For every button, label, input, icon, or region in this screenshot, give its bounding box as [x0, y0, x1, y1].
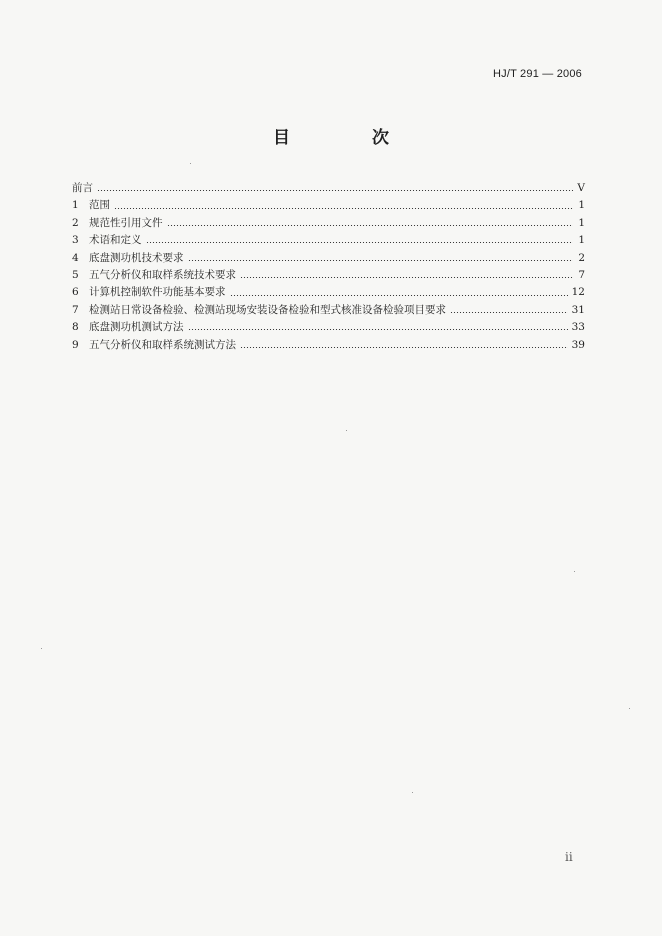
- toc-entry-5[interactable]: [72, 267, 585, 284]
- toc-entry-page: 2: [578, 251, 585, 264]
- toc-entry-label: 范围: [89, 199, 110, 212]
- toc-entry-number: 9: [72, 338, 79, 351]
- dot-leader: [188, 260, 574, 261]
- toc-entry-page: 7: [578, 268, 585, 281]
- toc-entry-page: 39: [571, 338, 585, 351]
- toc-entry-label: 规范性引用文件: [89, 216, 163, 229]
- toc-entry-2[interactable]: [72, 215, 585, 232]
- scan-speck: [41, 648, 42, 649]
- toc-entry-page: 1: [578, 199, 585, 212]
- toc-entry-page: V: [577, 182, 585, 194]
- toc-entry-9[interactable]: [72, 337, 585, 354]
- dot-leader: [240, 277, 573, 278]
- dot-leader: [450, 312, 568, 313]
- toc-entry-label: 检测站日常设备检验、检测站现场安装设备检验和型式核准设备检验项目要求: [89, 303, 446, 316]
- toc-entry-7[interactable]: [72, 302, 585, 319]
- toc-entry-number: 7: [72, 303, 79, 316]
- scan-speck: [346, 430, 347, 431]
- dot-leader: [167, 225, 574, 226]
- toc-entry-number: 1: [72, 199, 79, 212]
- toc-entry-number: 4: [72, 251, 79, 264]
- dot-leader: [240, 347, 568, 348]
- page-number: ii: [565, 850, 573, 864]
- dot-leader: [230, 295, 568, 296]
- toc-entry-label: 五气分析仪和取样系统测试方法: [89, 338, 236, 351]
- dot-leader: [97, 190, 573, 191]
- toc-entry-page: 33: [571, 321, 585, 334]
- scan-speck: [412, 792, 413, 793]
- dot-leader: [188, 329, 568, 330]
- toc-entry-3[interactable]: [72, 232, 585, 249]
- toc-entry-number: 2: [72, 216, 79, 229]
- toc-entry-number: 6: [72, 286, 79, 299]
- dot-leader: [114, 208, 573, 209]
- toc-entry-label: 五气分析仪和取样系统技术要求: [89, 268, 236, 281]
- table-of-contents: [72, 180, 585, 354]
- toc-entry-label: 前言: [72, 182, 93, 194]
- toc-entry-8[interactable]: [72, 319, 585, 336]
- dot-leader: [146, 242, 574, 243]
- standard-code: HJ/T 291 — 2006: [492, 68, 582, 80]
- toc-entry-label: 术语和定义: [89, 234, 142, 247]
- toc-entry-label: 计算机控制软件功能基本要求: [89, 286, 226, 299]
- toc-entry-number: 3: [72, 234, 79, 247]
- toc-entry-6[interactable]: [72, 284, 585, 301]
- scan-speck: [190, 163, 191, 164]
- toc-entry-number: 5: [72, 268, 79, 281]
- page-title: 目 次: [273, 128, 427, 148]
- toc-entry-page: 12: [571, 286, 585, 299]
- toc-entry-1[interactable]: [72, 197, 585, 214]
- toc-entry-label: 底盘测功机技术要求: [89, 251, 184, 264]
- toc-entry-4[interactable]: [72, 250, 585, 267]
- toc-entry-page: 1: [578, 216, 585, 229]
- scan-speck: [574, 571, 575, 572]
- toc-entry-page: 31: [571, 303, 585, 316]
- toc-entry-number: 8: [72, 321, 79, 334]
- scan-speck: [629, 708, 630, 709]
- toc-entry-label: 底盘测功机测试方法: [89, 321, 184, 334]
- toc-entry-page: 1: [578, 234, 585, 247]
- toc-entry-foreword[interactable]: [72, 180, 585, 197]
